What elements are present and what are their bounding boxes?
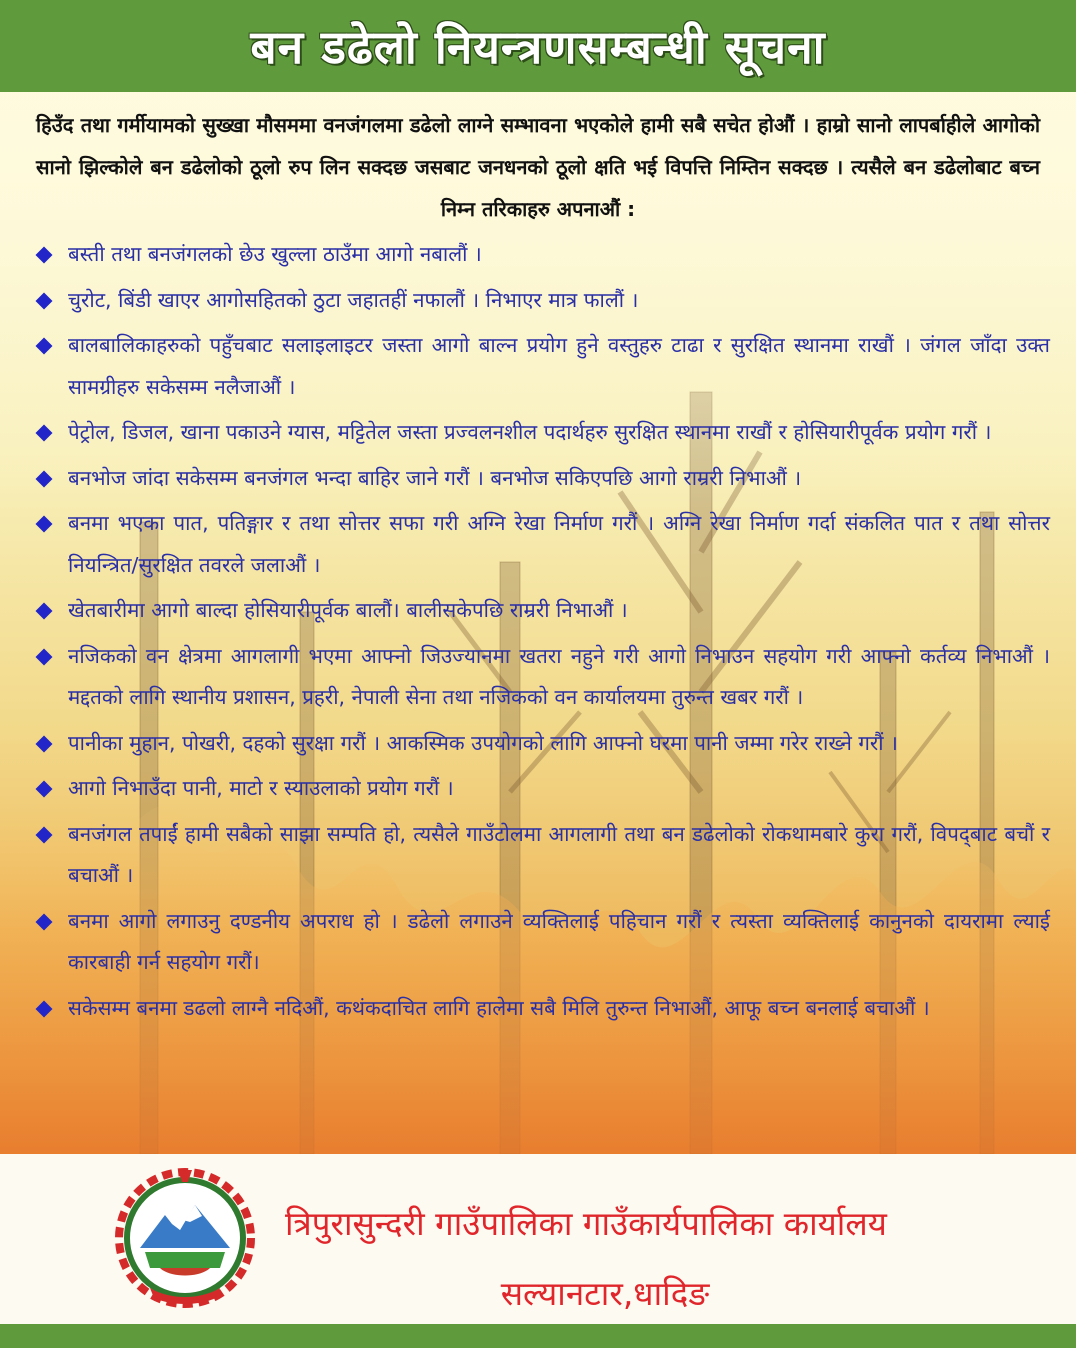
list-item-text: खेतबारीमा आगो बाल्दा होसियारीपूर्वक बालौं। बालीसकेपछि राम्ररी निभाऔं । bbox=[68, 598, 628, 622]
footer bbox=[0, 1154, 1076, 1324]
diamond-bullet-icon bbox=[36, 648, 53, 665]
list-item-text: बनभोज जांदा सकेसम्म बनजंगल भन्दा बाहिर जाने गरौं । बनभोज सकिएपछि आगो राम्ररी निभाऔं । bbox=[68, 465, 802, 490]
list-item bbox=[30, 325, 1050, 408]
notice-body bbox=[0, 92, 1076, 1154]
diamond-bullet-icon bbox=[36, 735, 53, 752]
list-item-text: चुरोट, बिंडी खाएर आगोसहितको ठुटा जहातहीं नफालौं । निभाएर मात्र फालौं । bbox=[68, 287, 639, 312]
list-item-text: बालबालिकाहरुको पहुँचबाट सलाइलाइटर जस्ता आगो बाल्न प्रयोग हुने वस्तुहरु टाढा र सुरक्षित स्थानमा राखौं । जंगल जाँदा उक्त सामग्रीहरु सकेसम्म नलैजाऔं । bbox=[68, 333, 1050, 399]
diamond-bullet-icon bbox=[36, 470, 53, 487]
diamond-bullet-icon bbox=[36, 603, 53, 620]
intro-paragraph: हिउँद तथा गर्मीयामको सुख्खा मौसममा वनजंगलमा डढेलो लाग्ने सम्भावना भएकोले हामी सबै सचेत होऔं । हाम्रो सानो लापर्बाहीले आगोको सानो झिल्कोले बन डढेलोको ठूलो रुप लिन सक्दछ जसबाट जनधनको ठूलो क्षति भई विपत्ति निम्तिन सक्दछ । त्यसैले बन डढेलोबाट बच्न निम्न तरिकाहरु अपनाऔं : bbox=[36, 113, 1040, 221]
list-item-text: बस्ती तथा बनजंगलको छेउ खुल्ला ठाउँमा आगो नबालौं । bbox=[68, 242, 482, 266]
list-item-text: सकेसम्म बनमा डढलो लाग्नै नदिऔं, कथंकदाचित लागि हालेमा सबै मिलि तुरुन्त निभाऔं, आफू बच्न बनलाई बचाऔं । bbox=[68, 995, 930, 1020]
diamond-bullet-icon bbox=[36, 1000, 53, 1017]
list-item bbox=[30, 723, 1050, 765]
nepal-government-emblem-icon bbox=[110, 1160, 260, 1310]
list-item bbox=[30, 458, 1050, 500]
diamond-bullet-icon bbox=[36, 516, 53, 533]
list-item bbox=[30, 988, 1050, 1030]
list-item-text: बनजंगल तपाईं हामी सबैको साझा सम्पति हो, त्यसैले गाउँटोलमा आगलागी तथा बन डढेलोको रोकथामबारे कुरा गरौं, विपद्‌बाट बचौं र बचाऔं । bbox=[68, 821, 1050, 887]
list-item bbox=[30, 412, 1050, 454]
list-item-text: बनमा आगो लगाउनु दण्डनीय अपराध हो । डढेलो लगाउने व्यक्तिलाई पहिचान गरौं र त्यस्ता व्यक्तिलाई कानुनको दायरामा ल्याई कारबाही गर्न सहयोग गरौं। bbox=[68, 908, 1050, 974]
list-item bbox=[30, 503, 1050, 586]
notice-title: बन डढेलो नियन्त्रणसम्बन्धी सूचना bbox=[250, 20, 826, 74]
diamond-bullet-icon bbox=[36, 781, 53, 798]
header-banner bbox=[0, 0, 1076, 92]
diamond-bullet-icon bbox=[36, 292, 53, 309]
list-item bbox=[30, 590, 1050, 632]
office-name: त्रिपुरासुन्दरी गाउँपालिका गाउँकार्यपालिका कार्यालय bbox=[285, 1204, 887, 1243]
list-item-text: पानीका मुहान, पोखरी, दहको सुरक्षा गरौं । आकस्मिक उपयोगको लागि आफ्नो घरमा पानी जम्मा गरेर राख्ने गरौं । bbox=[68, 730, 898, 755]
list-item bbox=[30, 234, 1050, 276]
list-item-text: नजिकको वन क्षेत्रमा आगलागी भएमा आफ्नो जिउज्यानमा खतरा नहुने गरी आगो निभाउन सहयोग गरी आफ्नो कर्तव्य निभाऔं । मद्दतको लागि स्थानीय प्रशासन, प्रहरी, नेपाली सेना तथा नजिकको वन कार्यालयमा तुरुन्त खबर गरौं । bbox=[68, 643, 1050, 709]
list-item bbox=[30, 280, 1050, 322]
list-item bbox=[30, 901, 1050, 984]
bottom-bar bbox=[0, 1324, 1076, 1348]
diamond-bullet-icon bbox=[36, 913, 53, 930]
list-item-text: पेट्रोल, डिजल, खाना पकाउने ग्यास, मट्टितेल जस्ता प्रज्वलनशील पदार्थहरु सुरक्षित स्थानमा राखौं र होसियारीपूर्वक प्रयोग गरौं । bbox=[68, 420, 992, 444]
list-item-text: बनमा भएका पात, पतिङ्गार र तथा सोत्तर सफा गरी अग्नि रेखा निर्माण गरौं । अग्नि रेखा निर्माण गर्दा संकलित पात र तथा सोत्तर नियन्त्रित/सुरक्षित तवरले जलाऔं । bbox=[68, 511, 1050, 577]
list-item bbox=[30, 814, 1050, 897]
diamond-bullet-icon bbox=[36, 425, 53, 442]
precautions-list bbox=[30, 234, 1050, 1033]
diamond-bullet-icon bbox=[36, 338, 53, 355]
diamond-bullet-icon bbox=[36, 247, 53, 264]
diamond-bullet-icon bbox=[36, 826, 53, 843]
list-item bbox=[30, 768, 1050, 810]
list-item bbox=[30, 636, 1050, 719]
office-address: सल्यानटार,धादिङ bbox=[500, 1274, 710, 1313]
list-item-text: आगो निभाउँदा पानी, माटो र स्याउलाको प्रयोग गरौं । bbox=[68, 776, 454, 800]
